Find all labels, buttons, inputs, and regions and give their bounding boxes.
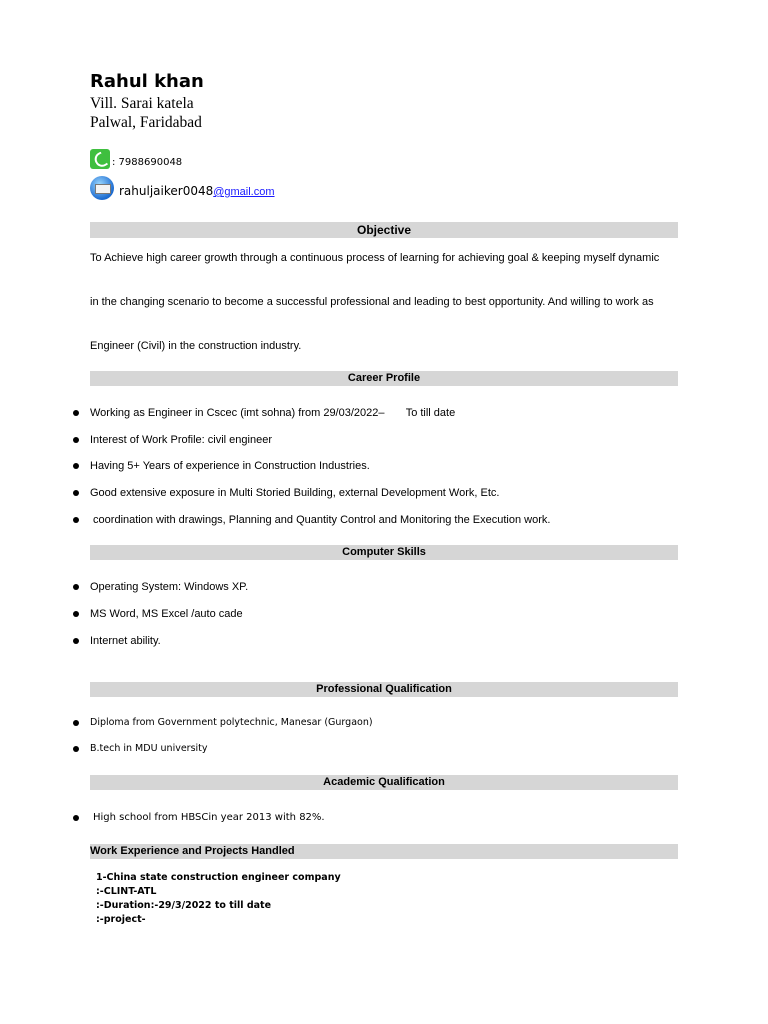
professional-qualification-heading: Professional Qualification (90, 682, 678, 697)
email-link[interactable]: @gmail.com (213, 186, 275, 198)
list-item: Internet ability. (90, 635, 161, 647)
academic-qualification-heading: Academic Qualification (90, 775, 678, 790)
list-item: Good extensive exposure in Multi Storied Building, external Development Work, Etc. (90, 487, 500, 499)
list-item: Operating System: Windows XP. (90, 581, 249, 593)
phone-row (90, 149, 182, 169)
candidate-name: Rahul khan (90, 71, 204, 92)
email-user: rahuljaiker0048 (119, 184, 214, 198)
objective-paragraph-3: Engineer (Civil) in the construction industry. (90, 340, 302, 352)
list-item: Having 5+ Years of experience in Construction Industries. (90, 460, 370, 472)
work-experience-heading: Work Experience and Projects Handled (90, 844, 678, 859)
objective-heading: Objective (90, 222, 678, 238)
list-item: Interest of Work Profile: civil engineer (90, 434, 272, 446)
email-row (90, 176, 275, 200)
work-line-company: 1-China state construction engineer company (96, 872, 341, 883)
phone-number: : 7988690048 (112, 156, 183, 168)
list-item: MS Word, MS Excel /auto cade (90, 608, 243, 620)
list-item: coordination with drawings, Planning and Quantity Control and Monitoring the Execution work. (90, 514, 551, 526)
list-item: B.tech in MDU university (90, 743, 208, 754)
phone-icon (90, 149, 110, 169)
career-profile-heading: Career Profile (90, 371, 678, 386)
work-line-duration: :-Duration:-29/3/2022 to till date (96, 900, 272, 911)
address-line-2: Palwal, Faridabad (90, 114, 202, 131)
address-line-1: Vill. Sarai katela (90, 95, 194, 112)
work-line-project: :-project- (96, 914, 146, 925)
objective-paragraph-1: To Achieve high career growth through a continuous process of learning for achieving goal & keeping myself dynamic (90, 252, 660, 264)
computer-skills-heading: Computer Skills (90, 545, 678, 560)
list-item: Working as Engineer in Cscec (imt sohna) from 29/03/2022– To till date (90, 407, 456, 419)
email-icon (90, 176, 114, 200)
list-item: High school from HBSCin year 2013 with 82%. (90, 811, 325, 825)
list-item: Diploma from Government polytechnic, Manesar (Gurgaon) (90, 717, 373, 728)
email-address (119, 184, 275, 198)
work-line-client: :-CLINT-ATL (96, 886, 157, 897)
objective-paragraph-2: in the changing scenario to become a successful professional and leading to best opportunity. And willing to work as (90, 296, 654, 308)
